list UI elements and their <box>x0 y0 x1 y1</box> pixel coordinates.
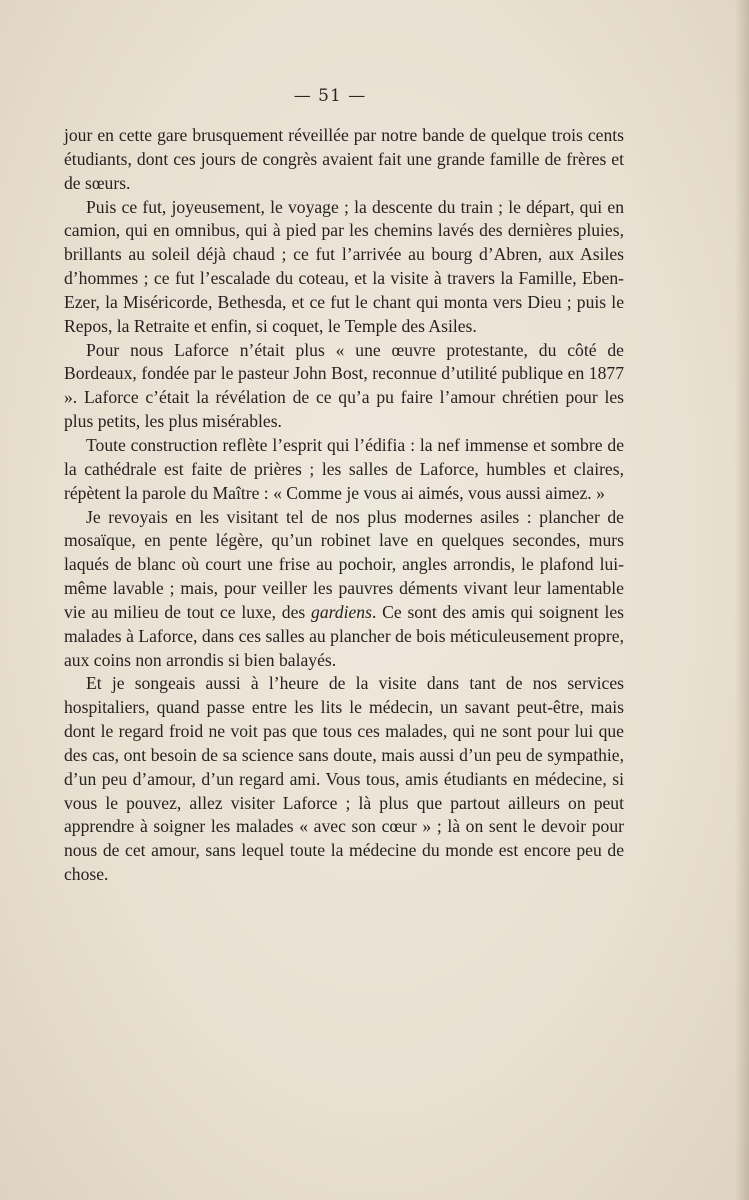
page-edge-shadow <box>735 0 749 1200</box>
italic-word-gardiens: gardiens <box>311 601 372 622</box>
body-text <box>64 124 624 887</box>
page-number: — 51 — <box>293 86 367 106</box>
paragraph-6: Et je songeais aussi à l’heure de la visite dans tant de nos services hospitaliers, quand passe entre les lits le médecin, un savant peut-être, mais dont le regard froid ne voit pas que tous ces malades, qui ne sont pour lui que des cas, ont besoin de sa science sans doute, mais aussi d’un peu de sympathie, d’un peu d’amour, d’un regard ami. Vous tous, amis étudiants en médecine, si vous le pouvez, allez visiter Laforce ; là plus que partout ailleurs on peut apprendre à soigner les malades « avec son cœur » ; là on sent le devoir pour nous de cet amour, sans lequel toute la médecine du monde est encore peu de chose. <box>64 673 624 885</box>
paragraph-2: Puis ce fut, joyeusement, le voyage ; la descente du train ; le départ, qui en camion, qui en omnibus, qui à pied par les chemins lavés des dernières pluies, brillants au soleil déjà chaud ; ce fut l’arrivée au bourg d’Abren, aux Asiles d’hommes ; ce fut l’escalade du coteau, et la visite à travers la Famille, Eben-Ezer, la Miséricorde, Bethesda, et ce fut le chant qui monta vers Dieu ; puis le Repos, la Retraite et enfin, si coquet, le Temple des Asiles. <box>64 196 624 336</box>
paragraph-4: Toute construction reflète l’esprit qui l’édifia : la nef immense et sombre de la cathédrale est faite de prières ; les salles de Laforce, humbles et claires, répètent la parole du Maître : « Comme je vous ai aimés, vous aussi aimez. » <box>64 434 624 503</box>
paragraph-5-text-after: . Ce sont des amis qui soignent les malades à Laforce, dans ces salles au plancher de bois méticuleusement propre, aux coins non arrondis si bien balayés. <box>64 601 624 670</box>
paragraph-1: jour en cette gare brusquement réveillée par notre bande de quelque trois cents étudiants, dont ces jours de congrès avaient fait une grande famille de frères et de sœurs. <box>64 125 624 193</box>
paragraph-5 <box>64 506 624 673</box>
paragraph-5-text-before: Je revoyais en les visitant tel de nos plus modernes asiles : plancher de mosaïque, en pente légère, qu’un robinet lave en quelques secondes, murs laqués de blanc où court une frise au pochoir, angles arrondis, le plafond lui-même lavable ; mais, pour veiller les pauvres déments vivant leur lamentable vie au milieu de tout ce luxe, des <box>64 506 624 622</box>
paragraph-3: Pour nous Laforce n’était plus « une œuvre protestante, du côté de Bordeaux, fondée par le pasteur John Bost, reconnue d’utilité publique en 1877 ». Laforce c’était la révélation de ce qu’a pu faire l’amour chrétien pour les plus petits, les plus misérables. <box>64 339 624 432</box>
